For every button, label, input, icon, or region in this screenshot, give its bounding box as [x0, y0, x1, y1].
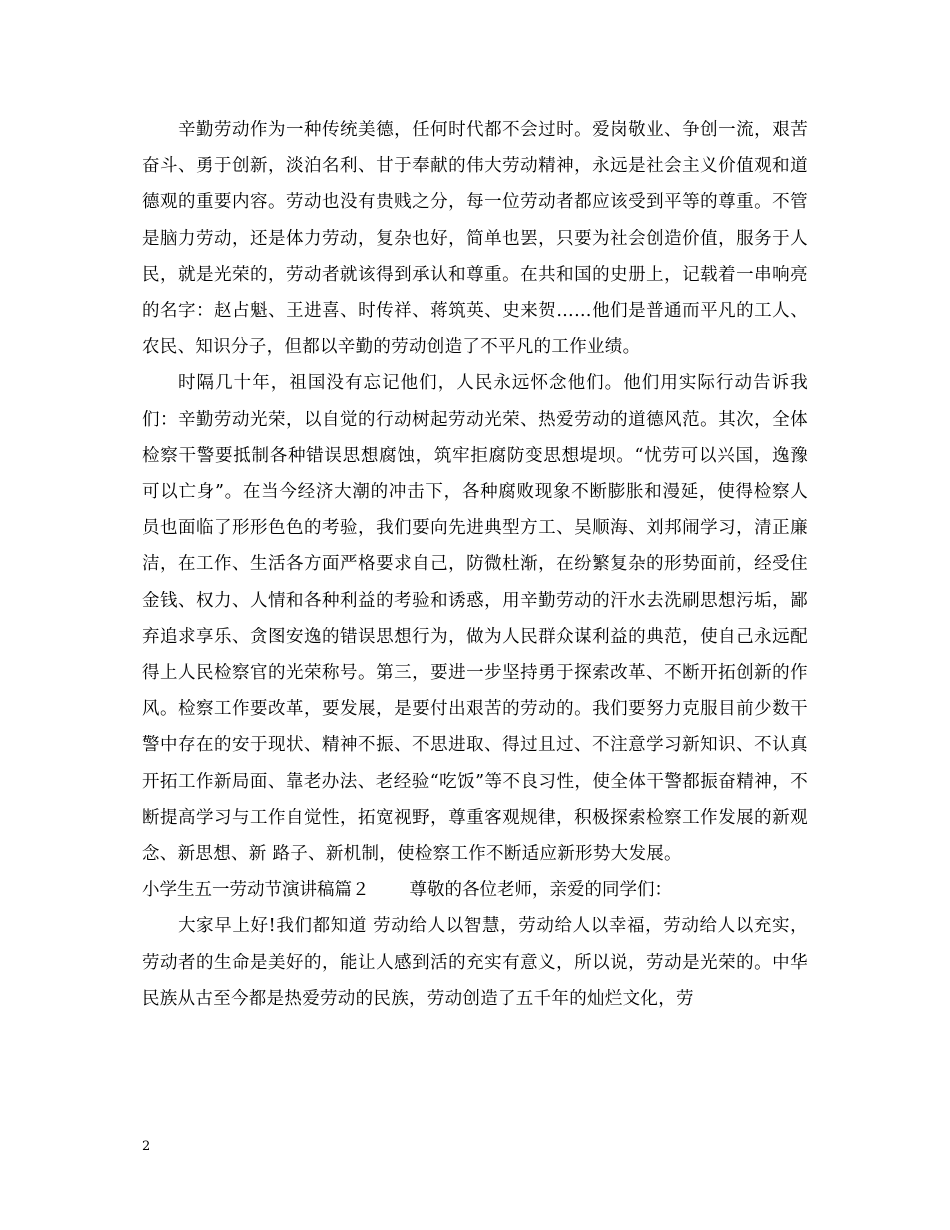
section-title: 小学生五一劳动节演讲稿篇２	[142, 880, 370, 901]
document-body	[142, 112, 808, 1017]
section-heading-line	[142, 872, 808, 908]
paragraph-2: 时隔几十年，祖国没有忘记他们，人民永远怀念他们。他们用实际行动告诉我们：辛勤劳动光荣，以自觉的行动树起劳动光荣、热爱劳动的道德风范。其次，全体检察干警要抵制各种错误思想腐蚀，筑牢拒腐防变思想堤坝。“忧劳可以兴国，逸豫可以亡身”。在当今经济大潮的冲击下，各种腐败现象不断膨胀和漫延，使得检察人员也面临了形形色色的考验，我们要向先进典型方工、吴顺海、刘邦闹学习，清正廉洁，在工作、生活各方面严格要求自己，防微杜渐，在纷繁复杂的形势面前，经受住金钱、权力、人情和各种利益的考验和诱惑，用辛勤劳动的汗水去洗刷思想污垢，鄙弃追求享乐、贪图安逸的错误思想行为，做为人民群众谋利益的典范，使自己永远配得上人民检察官的光荣称号。第三，要进一步坚持勇于探索改革、不断开拓创新的作风。检察工作要改革，要发展，是要付出艰苦的劳动的。我们要努力克服目前少数干警中存在的安于现状、精神不振、不思进取、得过且过、不注意学习新知识、不认真开拓工作新局面、靠老办法、老经验“吃饭”等不良习性，使全体干警都振奋精神，不断提高学习与工作自觉性，拓宽视野，尊重客观规律，积极探索检察工作发展的新观念、新思想、新 路子、新机制，使检察工作不断适应新形势大发展。	[142, 373, 808, 865]
page-number: 2	[142, 1139, 151, 1154]
paragraph-3: 大家早上好!我们都知道 劳动给人以智慧，劳动给人以幸福，劳动给人以充实，劳动者的生命是美好的，能让人感到活的充实有意义，所以说，劳动是光荣的。中华民族从古至今都是热爱劳动的民族，劳动创造了五千年的灿烂文化，劳	[142, 916, 808, 1009]
salutation: 尊敬的各位老师，亲爱的同学们：	[409, 880, 672, 901]
paragraph-1: 辛勤劳动作为一种传统美德，任何时代都不会过时。爱岗敬业、争创一流，艰苦奋斗、勇于创新，淡泊名利、甘于奉献的伟大劳动精神，永远是社会主义价值观和道德观的重要内容。劳动也没有贵贱之分，每一位劳动者都应该受到平等的尊重。不管是脑力劳动，还是体力劳动，复杂也好，简单也罢，只要为社会创造价值，服务于人民，就是光荣的，劳动者就该得到承认和尊重。在共和国的史册上，记载着一串响亮的名字：赵占魁、王进喜、时传祥、蒋筑英、史来贺……他们是普通而平凡的工人、农民、知识分子，但都以辛勤的劳动创造了不平凡的工作业绩。	[142, 120, 808, 358]
